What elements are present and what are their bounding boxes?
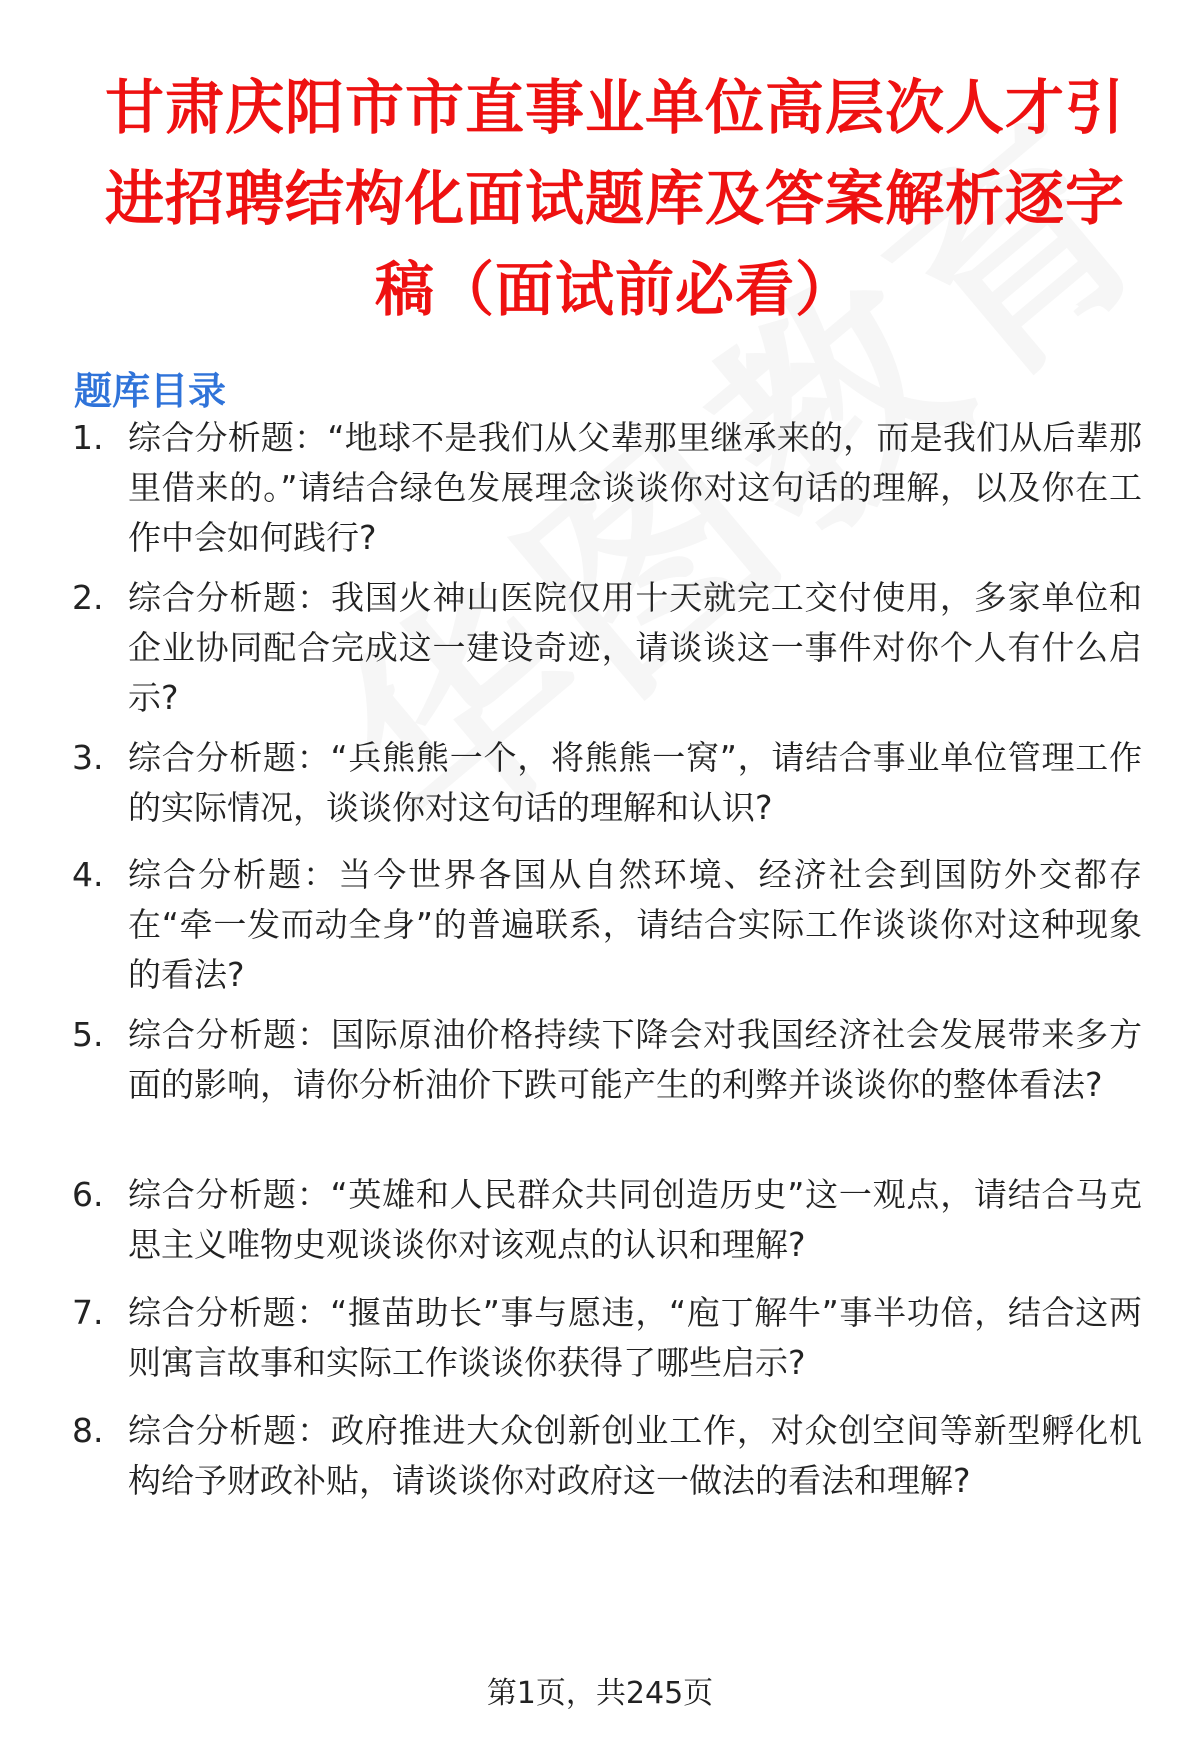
question-text: 综合分析题：“地球不是我们从父辈那里继承来的，而是我们从后辈那里借来的。”请结合绿色发展理念谈谈你对这句话的理解，以及你在工作中会如何践行?	[128, 418, 1142, 557]
question-item	[72, 850, 1142, 1000]
question-item	[72, 733, 1142, 833]
question-number: 3.	[72, 738, 104, 777]
toc-heading: 题库目录	[74, 369, 227, 413]
question-text: 综合分析题：“兵熊熊一个，将熊熊一窝”，请结合事业单位管理工作的实际情况，谈谈你对这句话的理解和认识?	[128, 738, 1142, 827]
question-number: 5.	[72, 1015, 104, 1054]
question-item	[72, 1010, 1142, 1110]
question-text: 综合分析题：“揠苗助长”事与愿违，“庖丁解牛”事半功倍，结合这两则寓言故事和实际工作谈谈你获得了哪些启示?	[128, 1293, 1142, 1382]
question-number: 2.	[72, 578, 104, 617]
question-text: 综合分析题：国际原油价格持续下降会对我国经济社会发展带来多方面的影响，请你分析油价下跌可能产生的利弊并谈谈你的整体看法?	[128, 1015, 1142, 1104]
question-number: 8.	[72, 1411, 104, 1450]
question-number: 7.	[72, 1293, 104, 1332]
question-text: 综合分析题：当今世界各国从自然环境、经济社会到国防外交都存在“牵一发而动全身”的普遍联系，请结合实际工作谈谈你对这种现象的看法?	[128, 855, 1142, 994]
question-item	[72, 1288, 1142, 1388]
question-text: 综合分析题：“英雄和人民群众共同创造历史”这一观点，请结合马克思主义唯物史观谈谈你对该观点的认识和理解?	[128, 1175, 1142, 1264]
question-item	[72, 1170, 1142, 1270]
question-item	[72, 1406, 1142, 1506]
question-item	[72, 573, 1142, 723]
question-text: 综合分析题：我国火神山医院仅用十天就完工交付使用，多家单位和企业协同配合完成这一建设奇迹，请谈谈这一事件对你个人有什么启示?	[128, 578, 1142, 717]
document-title: 甘肃庆阳市市直事业单位高层次人才引进招聘结构化面试题库及答案解析逐字稿（面试前必看）	[104, 73, 1125, 324]
question-number: 4.	[72, 855, 104, 894]
question-number: 1.	[72, 418, 104, 457]
page-footer: 第1页，共245页	[486, 1676, 714, 1711]
question-number: 6.	[72, 1175, 104, 1214]
question-item	[72, 413, 1142, 563]
question-text: 综合分析题：政府推进大众创新创业工作，对众创空间等新型孵化机构给予财政补贴，请谈谈你对政府这一做法的看法和理解?	[128, 1411, 1142, 1500]
